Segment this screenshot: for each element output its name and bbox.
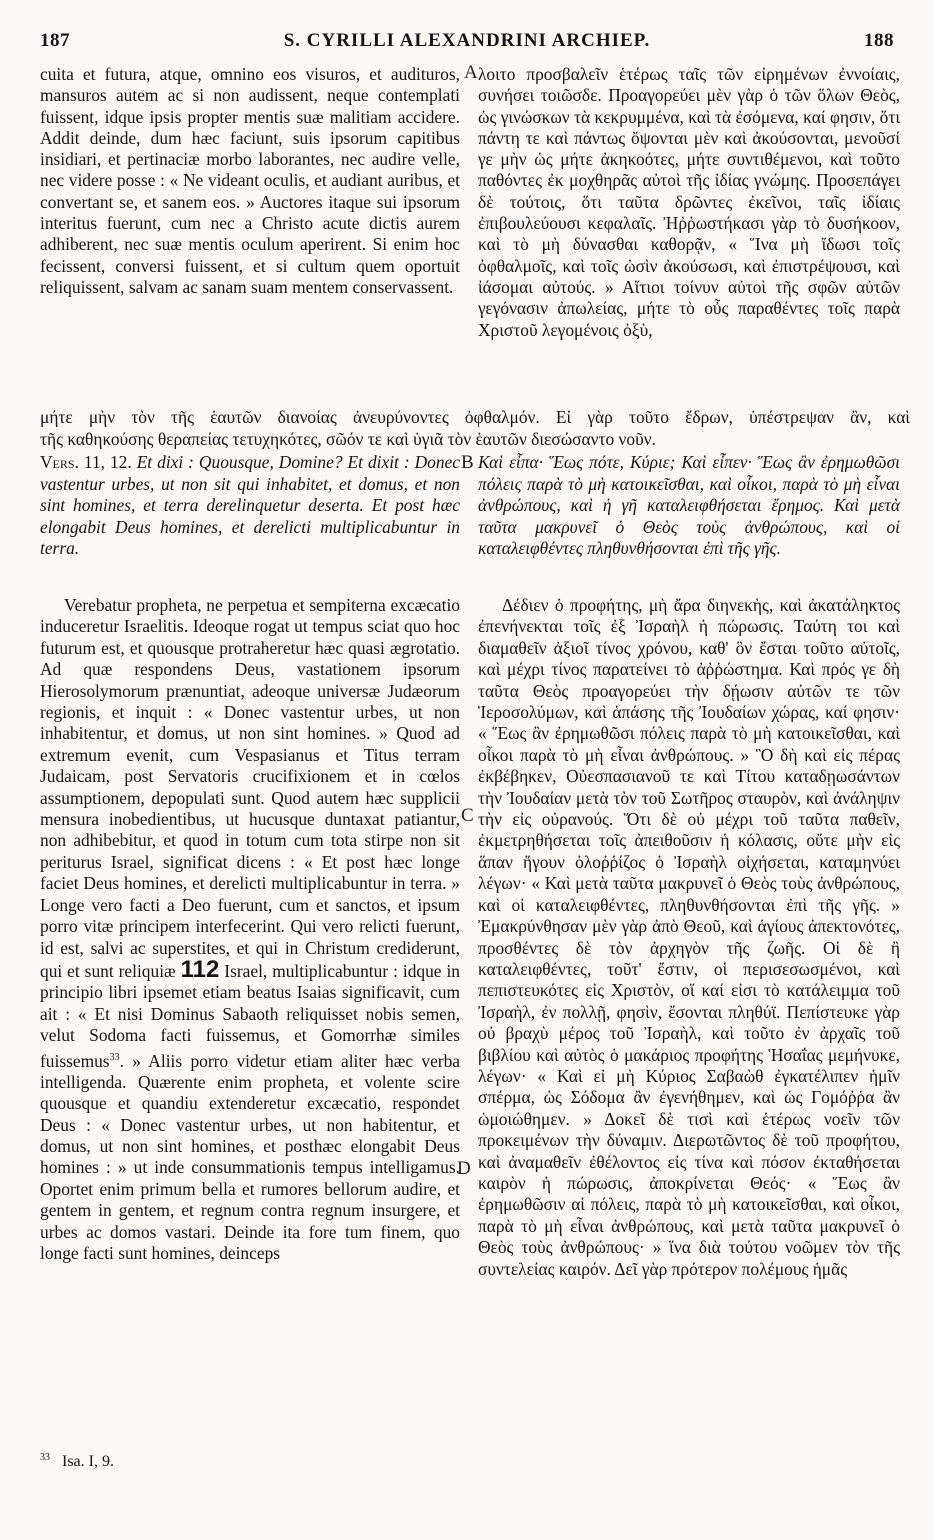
margin-marker-c: C (461, 805, 474, 826)
latin-commentary (40, 595, 460, 1264)
greek-verse-block (478, 452, 900, 560)
greek-commentary-paragraph: Δέδιεν ὁ προφήτης, μὴ ἄρα διηνεκὴς, καὶ ἀκατάληκτος ἐπενήνεκται τοῖς ἐξ Ἰσραὴλ ἡ πώρωσις. Ταύτη τοι καὶ διαμαθεῖν ἀξιοῖ τίνος χρόνου, καθ' ὃν ἔσται τοῦτο αὐτοῖς, καὶ μέχρι τίνος παρατείνει τὸ ἀῤῥώστημα. Καὶ πρός γε δὴ ταῦτα Θεὸς προαγορεύει τὴν δῄωσιν αὐτῶν τε τῶν Ἱεροσολύμων, καὶ ἁπάσης τῆς Ἰουδαίων χώρας, καί φησιν· « Ἕως ἂν ἐρημωθῶσι πόλεις παρὰ τὸ μὴ κατοικεῖσθαι, καὶ οἶκοι παρὰ τὸ μὴ εἶναι ἀνθρώπους. » Ὃ δὴ καὶ εἰς πέρας ἐκβέβηκεν, Οὐεσπασιανοῦ τε καὶ Τίτου καταδῃωσάντων τὴν Ἰουδαίαν μετὰ τὸν τοῦ Σωτῆρος σταυρὸν, καὶ ἀνάληψιν τὴν εἰς οὐρανούς. Ὅτι δὲ οὐ μέχρι τοῦ ταῦτα παθεῖν, ἐκμετρηθήσεται τοῖς ἀπειθοῦσιν ἡ κόλασις, οὔτε μὴν εἰς ἅπαν ἥγουν ὁλοῤῥίζος ὁ Ἰσραὴλ οἰχήσεται, καταμηνύει λέγων· « Καὶ μετὰ ταῦτα μακρυνεῖ ὁ Θεὸς τοὺς ἀνθρώπους, καὶ οἱ καταλειφθέντες, πληθυνθήσονται ἐπὶ τῆς γῆς. » Ἐμακρύνθησαν μὲν γὰρ ἀπὸ Θεοῦ, καὶ ἁγίους ἀπεκτονότες, προσθέντες δὲ τὸν ἀρχηγὸν τῆς ζωῆς. Οἱ δὲ ἢ καταλειφθέντες, τοῦτ' ἔστιν, οἱ περισεσωσμένοι, καὶ πεπιστευκότες εἰς Χριστὸν, οἵ καί εἰσι τὸ κατάλειμμα τοῦ Ἰσραὴλ, ἐν πολλῇ, φησὶν, ἔσονται πληθύϊ. Πεπίστευκε γὰρ οὐ βραχὺ μέρος τοῦ Ἰσραὴλ, καὶ τοῦτο ἐν ἀρχαῖς τοῦ βιβλίου καὶ αὐτὸς ὁ μακάριος προφήτης Ἡσαΐας μεμήνυκε, λέγων· « Καὶ εἰ μὴ Κύριος Σαβαὼθ ἐγκατέλιπεν ἡμῖν σπέρμα, ὡς Σόδομα ἂν ἐγενήθημεν, καὶ ὡς Γομόῤῥα ἂν ὡμοιώθημεν. » Δοκεῖ δὲ τισὶ καὶ ἑτέρως νοεῖν τῶν προκειμένων τὴν δύναμιν. Διερωτῶντος δὲ τοῦ προφήτου, καὶ ἀναμαθεῖν ἐθέλοντος εἰς τίνα καὶ πόσον ἐκταθήσεται καιρὸν ἡ πώρωσις, ἀποκρίνεται Θεός· « Ἕως ἂν ἐρημωθῶσιν αἱ πόλεις, παρὰ τὸ μὴ κατοικεῖσθαι, καὶ οἶκοι, παρὰ τὸ μὴ εἶναι ἀνθρώπους, καὶ μετὰ ταῦτα μακρυνεῖ ὁ Θεὸς τοὺς ἀνθρώπους· » ἵνα διὰ τούτου νοῶμεν τὸν τῆς συντελείας καιρόν. Δεῖ γὰρ πρότερον πολέμους ἡμᾶς (478, 595, 900, 1279)
latin-commentary-paragraph (40, 595, 460, 1264)
greek-full-line: μήτε μὴν τὸν τῆς ἑαυτῶν διανοίας ἀνευρύνοντες ὀφθαλμόν. Εἰ γὰρ τοῦτο ἔδρων, ὑπέστρεψαν ἂν, καὶ (40, 407, 910, 427)
latin-commentary-text: . » Aliis porro videtur etiam aliter hæc verba intelligenda. Quærente enim propheta, et volente scire quousque et quandiu extenderetur excæcatio, respondet Deus : « Donec vastentur urbes, ut non habitentur, et domus, ut non sint homines, et posthæc elongabit Deus homines : » ut inde consummationis tempus intelligamus. Oportet enim primum bella et rumores bellorum audire, et gentem in gentem, et regnum contra regnum insurgere, et urbes ac domos vastari. Deinde ita fore tum finem, quo longe facti sunt homines, deinceps (40, 1050, 460, 1263)
latin-commentary-text: Verebatur propheta, ne perpetua et sempiterna excæcatio induceretur Israelitis. Ideoque rogat ut tempus sciat quo hoc futurum est, et quousque protraheretur hæc quasi ægrotatio. Ad quæ respondens Deus, vastationem ipsorum Hierosolymorum prænuntiat, adeoque universæ Judæorum regionis, et inquit : « Donec vastentur urbes, ut non inhabitentur, et domus, ut non sint homines. » Quod ad extremum evenit, cum Vespasianus et Titus terram Judaicam, post Servatoris crucifixionem et in cœlos assumptionem, depopulati sunt. Quod autem hæc supplicii mensura inobedientibus, ut hucusque duntaxat patiantur, non adhibebitur, et quod in totum cum tota stirpe non sit periturus Israel, significat dicens : « Et post hæc longe faciet Deus homines, et derelicti multiplicabuntur in terra. » Longe vero facti a Deo fuerunt, cum et sanctos, et ipsum porro vitæ principem interfecerint. Qui vero relicti fuerunt, id est, salvi ac superstites, et qui in Christum crediderunt, qui et sunt reliquiæ (40, 595, 460, 981)
latin-verse-block (40, 452, 460, 560)
running-title: S. CYRILLI ALEXANDRINI ARCHIEP. (283, 30, 651, 51)
greek-commentary (478, 595, 900, 1280)
margin-marker-b: B (461, 452, 474, 473)
greek-paragraph: λοιτο προσβαλεῖν ἑτέρως ταῖς τῶν εἰρημένων ἐννοίαις, συνήσει τοιῶσδε. Προαγορεύει μὲν γὰρ ὁ τῶν ὅλων Θεὸς, ὡς γινώσκων τὰ κεκρυμμένα, καὶ τὰ ἐσόμενα, καί φησιν, ὅτι πάντη τε καὶ πάντως ὄψονται μὲν καὶ ἀκούσονται, μενοῦσί γε μὴν ὡς μήτε ἀκηκοότες, μήτε συντιθέμενοι, καὶ τοῦτο παθόντες ἐκ μοχθηρᾶς αὐτοὶ τῆς ἰδίας γνώμης. Προσεπάγει δὲ τούτοις, ὅτι ταῦτα δρῶντες ἐκεῖνοι, ταῖς ἰδίαις ἐπιβουλεύουσι κεφαλαῖς. Ἠῤῥωστήκασι γὰρ τὸ δυσήκοον, καὶ τὸ μὴ δύνασθαι καθορᾷν, « Ἵνα μὴ ἴδωσι τοῖς ὀφθαλμοῖς, καὶ τοῖς ὠσὶν ἀκούσωσι, καὶ ἐπιστρέψουσι, καὶ ἰάσομαι αὐτούς. » Αἴτιοι τοίνυν αὐτοὶ τῆς σφῶν αὐτῶν γεγόνασιν ἀπωλείας, μήτε τὸ οὖς παραθέντες τοῖς παρὰ Χριστοῦ λεγομένοις ὀξὺ, (478, 64, 900, 340)
column-number: 112 (180, 955, 220, 983)
margin-marker-a: A (464, 62, 478, 83)
verse-reference: Vers. 11, 12. (40, 452, 132, 472)
latin-paragraph: cuita et futura, atque, omnino eos visuros, et audituros, mansuros autem ac si non audissent, neque contemplati fuissent, idque ipsis propter mentis suæ malitiam accidere. Addit deinde, dum hæc faciunt, suis ipsorum capitibus insidiari, et pertinaciæ morbo laborantes, nec audire velle, nec videre posse : « Ne videant oculis, et audiant auribus, et convertant se, et sanem eos. » Auctores itaque sui ipsorum interitus fuerunt, cum nec a Christo acute dictis aurem adhiberent, nec suæ mentis oculum aperirent. Si enim hoc fecissent, conversi fuissent, et si cultum quem oportuit reliquissent, salvam ac sanam suam mentem conservassent. (40, 64, 460, 297)
latin-verse-text: Et dixi : Quousque, Domine? Et dixit : Donec vastentur urbes, ut non sit qui inhabitet, et domus, et non sint homines, et terra derelinquetur deserta. Et post hæc elongabit Deus homines, et derelicti multiplicabuntur in terra. (40, 452, 460, 559)
footnote-text: Isa. I, 9. (62, 1453, 114, 1471)
footnote-reference: 33 (109, 1051, 120, 1063)
greek-full-width-text (40, 406, 910, 450)
greek-column-top (478, 64, 900, 341)
left-page-number: 187 (40, 30, 70, 51)
latin-commentary-text: Israel, multiplicabuntur : idque in principio libri ipsemet etiam beatus Isaias significavit, cum ait : « Et nisi Dominus Sabaoth reliquisset nobis semen, velut Sodoma facti fuissemus, et Gomorrhæ similes fuissemus (40, 960, 460, 1071)
margin-marker-d: D (457, 1158, 471, 1179)
footnote (40, 1452, 114, 1471)
greek-full-line: τῆς καθηκούσης θεραπείας τετυχηκότες, σῶόν τε καὶ ὑγιᾶ τὸν ἑαυτῶν διεσώσαντο νοῦν. (40, 429, 656, 449)
latin-column-top (40, 64, 460, 298)
footnote-number: 33 (40, 1452, 50, 1463)
latin-verse (40, 452, 460, 560)
page-header (40, 30, 894, 58)
greek-verse-text: Καὶ εἶπα· Ἕως πότε, Κύριε; Καὶ εἶπεν· Ἕως ἂν ἐρημωθῶσι πόλεις παρὰ τὸ μὴ κατοικεῖσθαι, καὶ οἶκοι, παρὰ τὸ μὴ εἶναι ἀνθρώπους, καὶ ἡ γῆ καταλειφθήσεται ἔρημος. Καὶ μετὰ ταῦτα μακρυνεῖ ὁ Θεὸς τοὺς ἀνθρώπους, καὶ οἱ καταλειφθέντες πληθυνθήσονται ἐπὶ τῆς γῆς. (478, 452, 900, 559)
right-page-number: 188 (863, 30, 894, 51)
